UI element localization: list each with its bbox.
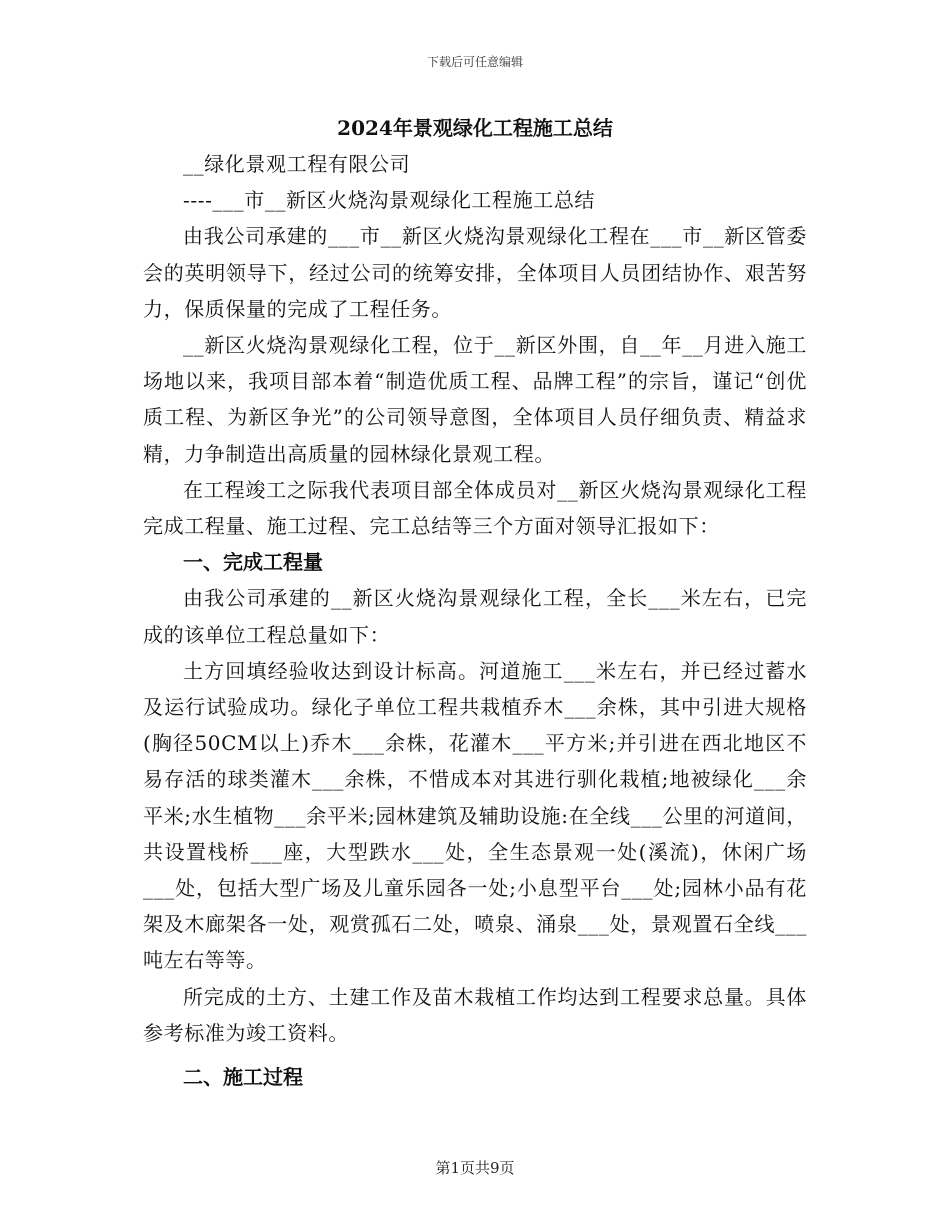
- header-note: 下载后可任意编辑: [426, 55, 523, 69]
- section-heading-2: 二、施工过程: [183, 1065, 303, 1090]
- paragraph-total: 由我公司承建的__新区火烧沟景观绿化工程，全长___米左右，已完成的该单位工程总量如下：: [143, 586, 807, 647]
- paragraph-location: __新区火烧沟景观绿化工程，位于__新区外围，自__年__月进入施工场地以来，我项目部本着“制造优质工程、品牌工程”的宗旨，谨记“创优质工程、为新区争光”的公司领导意图，全体项目人员仔细负责、精益求精，力争制造出高质量的园林绿化景观工程。: [143, 333, 807, 466]
- section-heading-1: 一、完成工程量: [183, 550, 323, 575]
- document-title: 2024年景观绿化工程施工总结: [337, 116, 613, 140]
- paragraph-report: 在工程竣工之际我代表项目部全体成员对__新区火烧沟景观绿化工程完成工程量、施工过程、完工总结等三个方面对领导汇报如下：: [143, 477, 807, 539]
- paragraph-standard: 所完成的土方、土建工作及苗木栽植工作均达到工程要求总量。具体参考标准为竣工资料。: [143, 984, 807, 1045]
- company-name: __绿化景观工程有限公司: [183, 152, 411, 176]
- paragraph-intro: 由我公司承建的___市__新区火烧沟景观绿化工程在___市__新区管委会的英明领导下，经过公司的统筹安排，全体项目人员团结协作、艰苦努力，保质保量的完成了工程任务。: [143, 224, 807, 321]
- page-number: 第1页共9页: [435, 1159, 515, 1177]
- document-body: [143, 110, 807, 1095]
- document-subtitle: ----___市__新区火烧沟景观绿化工程施工总结: [183, 188, 596, 213]
- paragraph-details: 土方回填经验收达到设计标高。河道施工___米左右，并已经过蓄水及运行试验成功。绿化子单位工程共栽植乔木___余株，其中引进大规格(胸径50CM以上)乔木___余株，花灌木___平方米;并引进在西北地区不易存活的球类灌木___余株，不惜成本对其进行驯化栽植;地被绿化___余平米;水生植物___余平米;园林建筑及辅助设施:在全线___公里的河道间，共设置栈桥___座，大型跌水___处，全生态景观一处(溪流)，休闲广场___处，包括大型广场及儿童乐园各一处;小息型平台___处;园林小品有花架及木廊架各一处，观赏孤石二处，喷泉、涌泉___处，景观置石全线___吨左右等等。: [143, 658, 807, 973]
